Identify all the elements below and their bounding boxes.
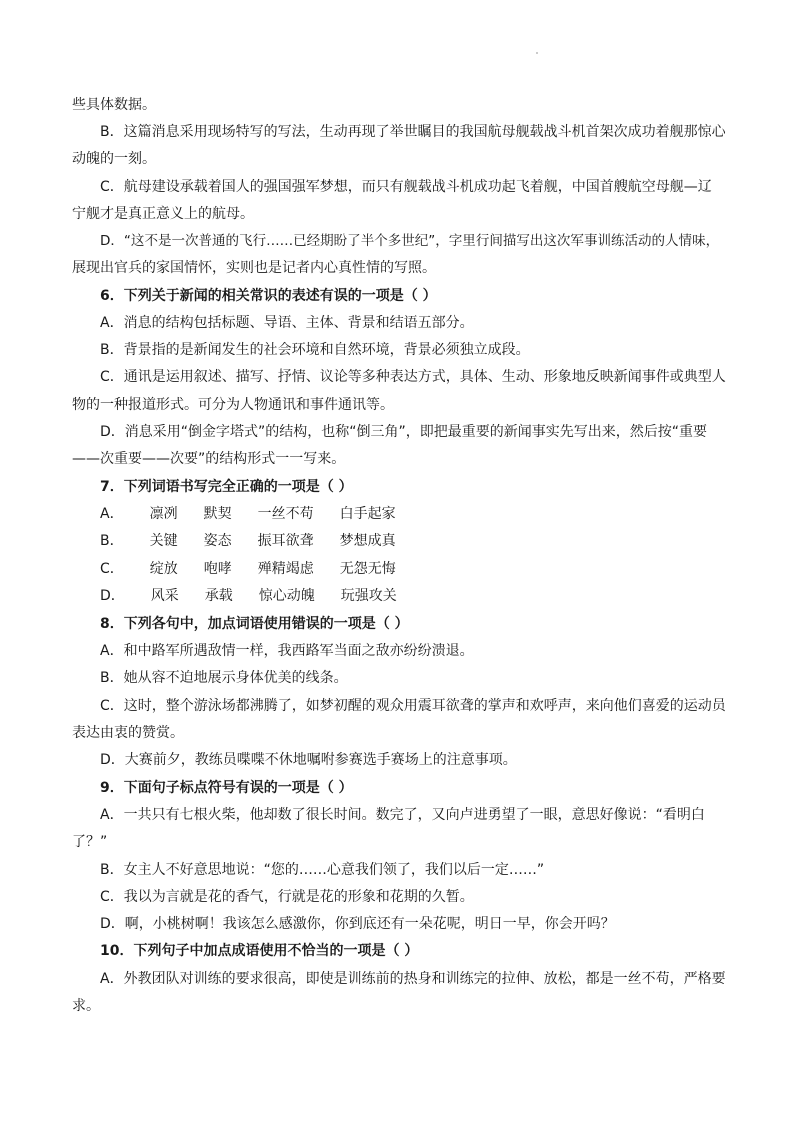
word: 凛冽 bbox=[149, 506, 178, 522]
option-b-text: B．背景指的是新闻发生的社会环境和自然环境，背景必须独立成段。 bbox=[100, 342, 530, 358]
option-d-text: D．消息采用“倒金字塔式”的结构，也称“倒三角”，即把最重要的新闻事实先写出来，然后按“重要 bbox=[100, 424, 708, 440]
option-b-text: B．女主人不好意思地说：“您的……心意我们领了，我们以后一定……” bbox=[100, 862, 545, 878]
text-line: 物的一种报道形式。可分为人物通讯和事件通讯等。 bbox=[72, 397, 394, 413]
word: 风采 bbox=[150, 588, 179, 604]
word: 绽放 bbox=[149, 561, 178, 577]
option-c-text: C．通讯是运用叙述、描写、抒情、议论等多种表达方式，具体、生动、形象地反映新闻事件或典型人 bbox=[100, 369, 726, 385]
question-9: 9．下面句子标点符号有误的一项是（ ） bbox=[100, 780, 353, 796]
option-c-words bbox=[100, 559, 732, 579]
question-10: 10．下列句子中加点成语使用不恰当的一项是（ ） bbox=[100, 943, 419, 959]
option-d-text: D．“这不是一次普通的飞行……已经期盼了半个多世纪”，字里行间描写出这次军事训练活动的人情味， bbox=[100, 233, 720, 249]
text-line: 表达由衷的赞赏。 bbox=[72, 725, 184, 741]
option-a-text: A．消息的结构包括标题、导语、主体、背景和结语五部分。 bbox=[100, 315, 474, 331]
word: 咆哮 bbox=[203, 561, 232, 577]
text-line: 些具体数据。 bbox=[72, 97, 156, 113]
option-c-text: C．这时，整个游泳场都沸腾了，如梦初醒的观众用震耳欲聋的掌声和欢呼声，来向他们喜爱的运动员 bbox=[100, 698, 726, 714]
question-7: 7．下列词语书写完全正确的一项是（ ） bbox=[100, 479, 353, 495]
word: 殚精竭虑 bbox=[257, 561, 314, 577]
word: 承载 bbox=[204, 588, 233, 604]
word: 振耳欲聋 bbox=[257, 533, 314, 549]
option-label: D． bbox=[100, 588, 125, 604]
text-line: 展现出官兵的家国情怀，实则也是记者内心真性情的写照。 bbox=[72, 260, 436, 276]
option-a-text: A．和中路军所遇敌情一样，我西路军当面之敌亦纷纷溃退。 bbox=[100, 643, 474, 659]
word: 玩强攻关 bbox=[340, 588, 397, 604]
option-label: C． bbox=[100, 561, 124, 577]
text-line: 动魄的一刻。 bbox=[72, 151, 156, 167]
option-a-text: A．外教团队对训练的要求很高，即使是训练前的热身和训练完的拉伸、放松，都是一丝不苟，严格要 bbox=[100, 971, 726, 987]
word: 姿态 bbox=[203, 533, 232, 549]
question-6: 6．下列关于新闻的相关常识的表述有误的一项是（ ） bbox=[100, 288, 437, 304]
scan-speck bbox=[536, 52, 538, 54]
text-line: ——次重要——次要”的结构形式一一写来。 bbox=[72, 451, 346, 467]
option-d-words bbox=[100, 586, 732, 606]
option-label: B． bbox=[100, 533, 124, 549]
word: 默契 bbox=[203, 506, 232, 522]
word: 白手起家 bbox=[339, 506, 396, 522]
option-d-text: D．啊，小桃树啊！我该怎么感激你，你到底还有一朵花呢，明日一早，你会开吗？ bbox=[100, 916, 615, 932]
option-c-text: C．我以为言就是花的香气，行就是花的形象和花期的久暂。 bbox=[100, 889, 474, 905]
text-line: 求。 bbox=[72, 998, 100, 1014]
option-d-text: D．大赛前夕，教练员喋喋不休地嘱咐参赛选手赛场上的注意事项。 bbox=[100, 752, 517, 768]
word: 无怨无悔 bbox=[339, 561, 396, 577]
word: 惊心动魄 bbox=[258, 588, 315, 604]
word: 梦想成真 bbox=[339, 533, 396, 549]
option-b-text: B．她从容不迫地展示身体优美的线条。 bbox=[100, 670, 348, 686]
option-c-text: C．航母建设承载着国人的强国强军梦想，而只有舰载战斗机成功起飞着舰，中国首艘航空母舰—辽 bbox=[100, 179, 712, 195]
question-8: 8．下列各句中，加点词语使用错误的一项是（ ） bbox=[100, 616, 409, 632]
option-label: A． bbox=[100, 506, 124, 522]
word: 一丝不苟 bbox=[257, 506, 314, 522]
option-b-words bbox=[100, 531, 732, 551]
option-a-text: A．一共只有七根火柴，他却数了很长时间。数完了，又向卢进勇望了一眼，意思好像说：“看明白 bbox=[100, 807, 705, 823]
option-b-text: B．这篇消息采用现场特写的写法，生动再现了举世瞩目的我国航母舰载战斗机首架次成功着舰那惊心 bbox=[100, 124, 726, 140]
text-line: 宁舰才是真正意义上的航母。 bbox=[72, 206, 254, 222]
text-line: 了？” bbox=[72, 834, 108, 850]
option-a-words bbox=[100, 504, 732, 524]
word: 关键 bbox=[149, 533, 178, 549]
